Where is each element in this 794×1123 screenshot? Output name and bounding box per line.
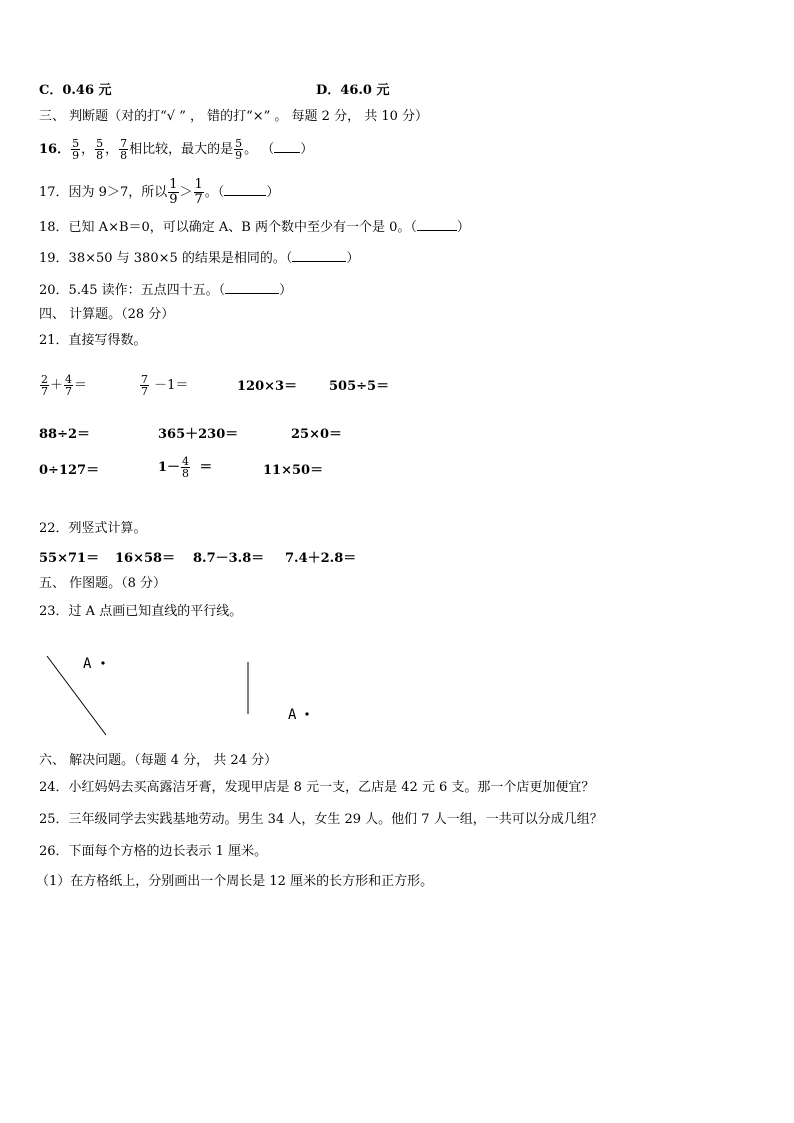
calc-item: $\frac{7}{7}$ －1＝ — [141, 373, 189, 398]
fraction: $\frac{4}{7}$ — [65, 373, 73, 398]
calc-item: 55×71＝ — [39, 551, 100, 566]
fraction: $\frac{5}{9}$ — [72, 137, 80, 162]
point-a-dot — [101, 661, 104, 664]
question-22-title: 22．列竖式计算。 — [39, 521, 147, 536]
calc-item: 0÷127＝ — [39, 463, 100, 478]
section-5-title: 五、 作图题。（8 分） — [39, 576, 167, 591]
section-4-title: 四、 计算题。（28 分） — [39, 307, 175, 322]
fraction: $\frac{5}{9}$ — [235, 137, 243, 162]
fraction: $\frac{7}{7}$ — [141, 373, 148, 398]
calc-item: 7.4＋2.8＝ — [285, 551, 357, 566]
point-a-dot — [305, 712, 308, 715]
question-17: 17．因为 9＞7，所以 $\frac{1}{9}$ ＞ $\frac{1}{7}$ 。（ ） — [39, 177, 280, 207]
calc-item: $\frac{2}{7}$ ＋ $\frac{4}{7}$ ＝ — [41, 373, 88, 398]
question-16: 16． $\frac{5}{9}$ ， $\frac{5}{8}$ ， $\frac{7}{8}$ 相比较，最大的是 $\frac{5}{9}$ 。 （ ） — [39, 137, 314, 162]
fraction: $\frac{5}{8}$ — [96, 137, 104, 162]
option-d: D．46.0 元 — [316, 83, 390, 98]
calc-item: 88÷2＝ — [39, 427, 91, 442]
question-26-sub-1: （1）在方格纸上，分别画出一个周长是 12 厘米的长方形和正方形。 — [36, 874, 434, 889]
calc-item: 16×58＝ — [115, 551, 176, 566]
calc-item: 8.7－3.8＝ — [193, 551, 265, 566]
calc-item: 1－ $\frac{4}{8}$ ＝ — [158, 455, 213, 480]
calc-item: 505÷5＝ — [329, 379, 390, 394]
question-18: 18．已知 A×B＝0，可以确定 A、B 两个数中至少有一个是 0。（ ） — [39, 220, 470, 235]
section-6-title: 六、 解决问题。（每题 4 分， 共 24 分） — [39, 753, 278, 768]
section-3-title: 三、 判断题（对的打“√ ” ， 错的打“×” 。 每题 2 分， 共 10 分） — [39, 109, 429, 124]
fraction: $\frac{2}{7}$ — [41, 373, 48, 398]
fraction: $\frac{4}{8}$ — [182, 455, 190, 480]
question-19: 19．38×50 与 380×5 的结果是相同的。（ ） — [39, 251, 360, 266]
question-26: 26．下面每个方格的边长表示 1 厘米。 — [39, 844, 268, 859]
question-23-title: 23．过 A 点画已知直线的平行线。 — [39, 604, 243, 619]
fraction: $\frac{7}{8}$ — [120, 137, 128, 162]
calc-item: 25×0＝ — [291, 427, 343, 442]
fraction: $\frac{1}{9}$ — [169, 177, 178, 207]
point-a-label: A — [83, 656, 92, 672]
question-24: 24．小红妈妈去买高露洁牙膏，发现甲店是 8 元一支，乙店是 42 元 6 支。那一个店更加便宜？ — [39, 780, 595, 795]
calc-item: 365＋230＝ — [158, 427, 239, 442]
option-c: C．0.46 元 — [39, 83, 112, 98]
given-line-diagonal — [47, 656, 106, 735]
fraction: $\frac{1}{7}$ — [194, 177, 203, 207]
question-25: 25．三年级同学去实践基地劳动。男生 34 人，女生 29 人。他们 7 人一组，一共可以分成几组？ — [39, 812, 603, 827]
calc-item: 11×50＝ — [263, 463, 324, 478]
question-21-title: 21．直接写得数。 — [39, 333, 147, 348]
point-a-label: A — [288, 707, 297, 723]
question-20: 20．5.45 读作：五点四十五。（ ） — [39, 283, 293, 298]
calc-item: 120×3＝ — [237, 379, 298, 394]
